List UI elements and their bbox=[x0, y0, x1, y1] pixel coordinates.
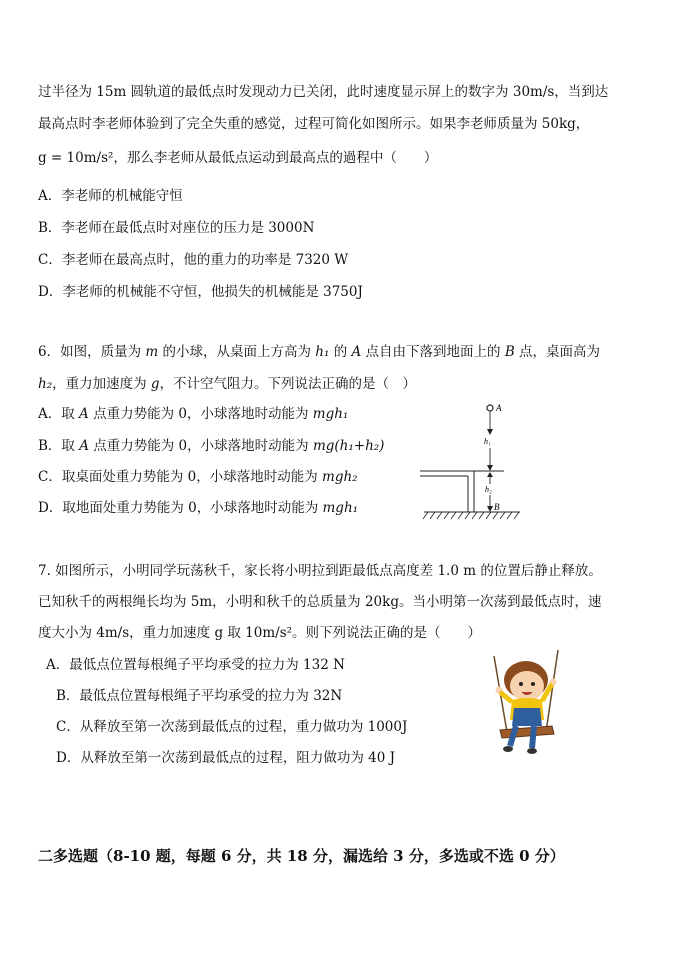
q5-stem-line-3: g = 10m/s²，那么李老师从最低点运动到最高点的過程中（ ） bbox=[38, 150, 438, 166]
q7-option-a: A．最低点位置每根绳子平均承受的拉力为 132 N bbox=[46, 657, 345, 673]
q6-option-c: C．取桌面处重力势能为 0，小球落地时动能为 mgh₂ bbox=[38, 469, 358, 485]
q6-option-d: D．取地面处重力势能为 0，小球落地时动能为 mgh₁ bbox=[38, 500, 359, 516]
ball-a-icon bbox=[487, 405, 493, 411]
q6-label-h1: h₁ bbox=[484, 437, 491, 446]
q7-option-d: D．从释放至第一次荡到最低点的过程，阻力做功为 40 J bbox=[56, 750, 395, 766]
q5-stem-line-1: 过半径为 15m 圆轨道的最低点时发现动力已关闭，此时速度显示屏上的数字为 30m/s，当到达 bbox=[38, 84, 609, 100]
q6-option-a: A．取 A 点重力势能为 0，小球落地时动能为 mgh₁ bbox=[38, 406, 349, 422]
swing-kid-illustration bbox=[486, 646, 566, 758]
q7-stem-line-3: 度大小为 4m/s，重力加速度 g 取 10m/s²。则下列说法正确的是（ ） bbox=[38, 625, 482, 641]
q5-option-c: C．李老师在最高点时，他的重力的功率是 7320 W bbox=[38, 252, 349, 268]
q5-option-d: D．李老师的机械能不守恒，他损失的机械能是 3750J bbox=[38, 284, 363, 300]
q7-stem-line-1: 7. 如图所示，小明同学玩荡秋千，家长将小明拉到距最低点高度差 1.0 m 的位置后静止释放。 bbox=[38, 563, 602, 579]
section-heading-multiple-choice: 二多选题（8-10 题，每题 6 分，共 18 分，漏选给 3 分，多选或不选 0 分） bbox=[38, 847, 565, 865]
q5-stem-line-2: 最高点时李老师体验到了完全失重的感觉，过程可简化如图所示。如果李老师质量为 50kg， bbox=[38, 116, 590, 132]
q7-option-b: B．最低点位置每根绳子平均承受的拉力为 32N bbox=[56, 688, 343, 704]
q7-option-c: C．从释放至第一次荡到最低点的过程，重力做功为 1000J bbox=[56, 719, 408, 735]
q6-stem-line-1: 6．如图，质量为 m 的小球，从桌面上方高为 h₁ 的 A 点自由下落到地面上的 B 点，桌面高为 bbox=[38, 344, 601, 360]
q6-stem-line-2: h₂，重力加速度为 g，不计空气阻力。下列说法正确的是（ ） bbox=[38, 376, 417, 392]
q7-stem-line-2: 已知秋千的两根绳长均为 5m，小明和秋千的总质量为 20kg。当小明第一次荡到最低点时，速 bbox=[38, 594, 602, 610]
q5-option-a: A．李老师的机械能守恒 bbox=[38, 188, 183, 204]
q6-option-b: B．取 A 点重力势能为 0，小球落地时动能为 mg(h₁+h₂) bbox=[38, 438, 385, 454]
q6-label-a: A bbox=[496, 403, 502, 413]
q6-label-h2: h₂ bbox=[485, 485, 492, 494]
q6-label-b: B bbox=[494, 502, 500, 512]
q5-option-b: B．李老师在最低点时对座位的压力是 3000N bbox=[38, 220, 315, 236]
q6-figure bbox=[418, 398, 528, 524]
